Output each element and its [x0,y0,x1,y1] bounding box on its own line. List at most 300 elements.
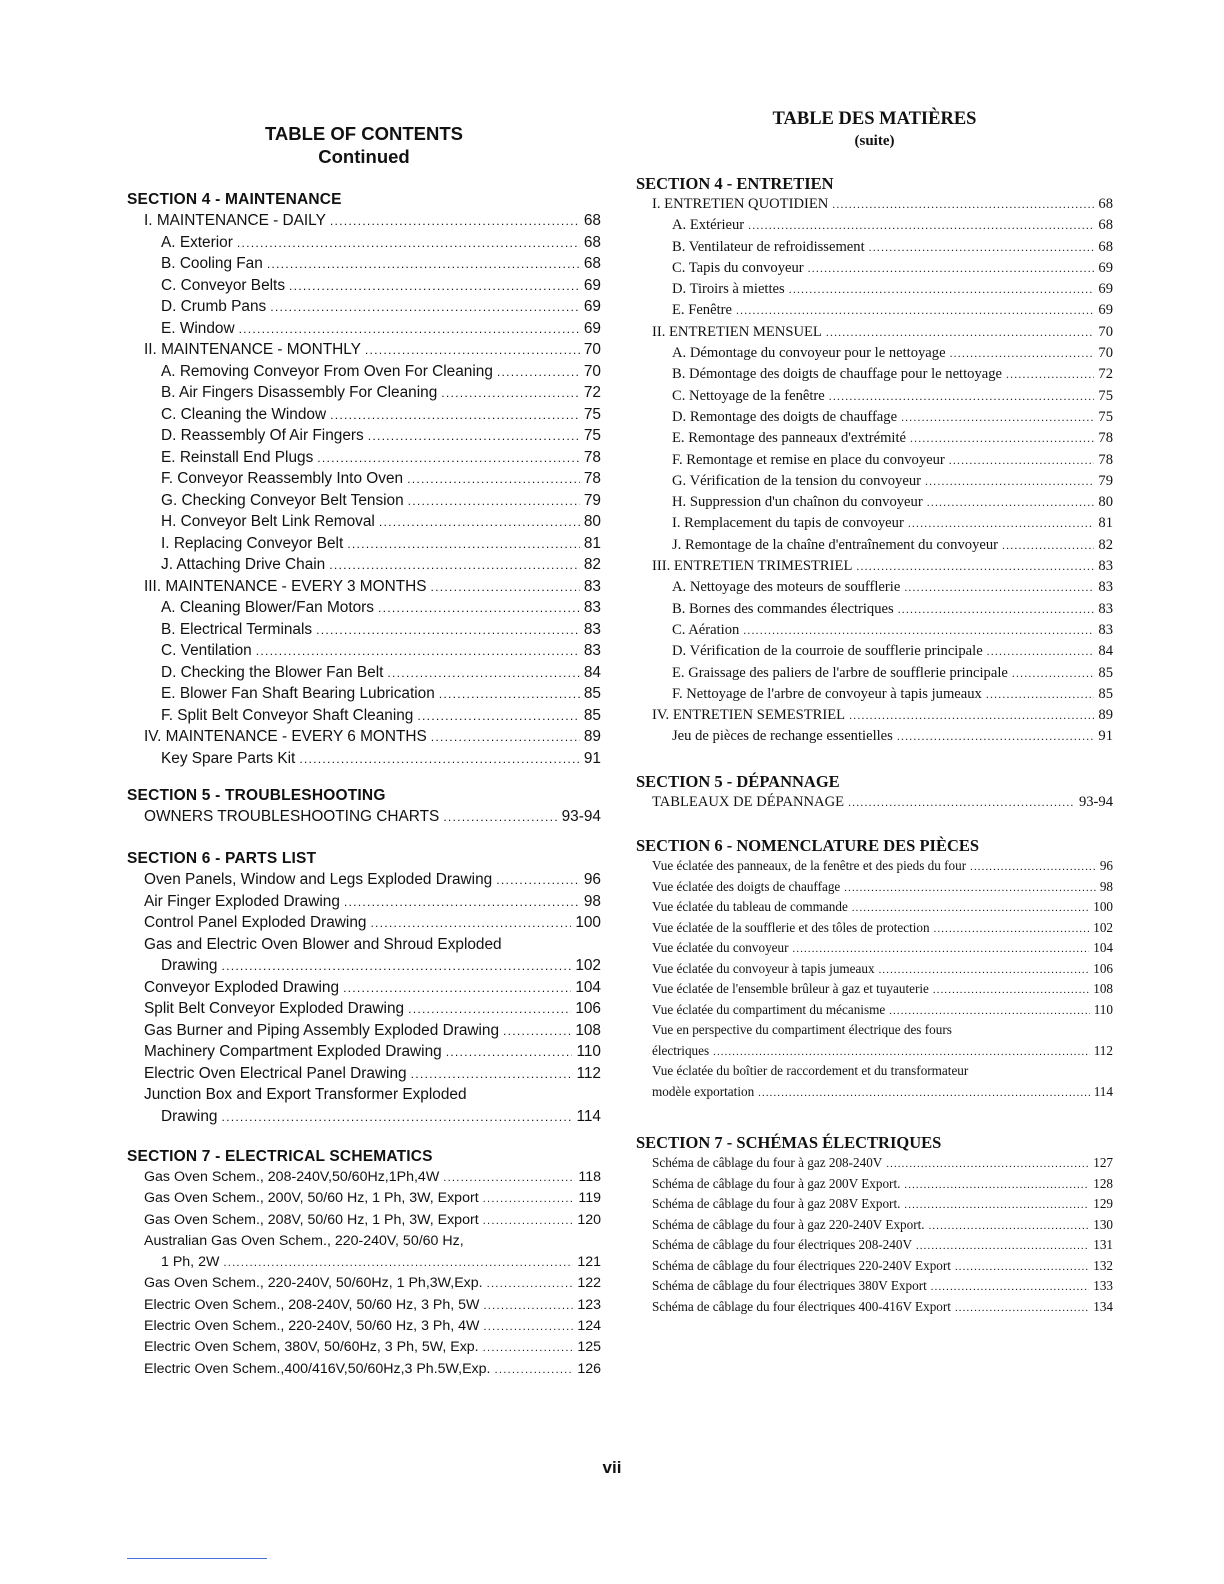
french-toc-title-block [636,108,1113,151]
toc-entry-title: F. Nettoyage de l'arbre de convoyeur à tapis jumeaux [672,685,982,702]
toc-entry-title: Vue éclatée de la soufflerie et des tôles de protection [652,919,930,935]
dot-leader [368,426,580,448]
toc-entry [127,425,601,447]
toc-entry-title: II. ENTRETIEN MENSUEL [652,323,822,340]
toc-entry-title: III. ENTRETIEN TRIMESTRIEL [652,558,853,575]
toc-entry-page: 84 [1098,643,1113,660]
toc-entry-page: 131 [1093,1237,1113,1252]
dot-leader [869,237,1095,258]
toc-entry-page: 89 [583,728,601,745]
toc-entry-title: Schéma de câblage du four électriques 380V Export [652,1278,927,1293]
toc-entry-title: H. Suppression d'un chaînon du convoyeur [672,494,923,511]
toc-entry [636,1256,1113,1277]
dot-leader [483,1317,573,1338]
toc-entry-title: Vue éclatée des panneaux, de la fenêtre et des pieds du four [652,858,967,873]
toc-entry-page: 91 [1098,728,1113,745]
dot-leader [904,1176,1089,1197]
toc-entry-page: 108 [1093,981,1113,996]
toc-entry-title: I. Replacing Conveyor Belt [161,534,344,552]
toc-entry-page: 83 [583,577,601,595]
dot-leader [223,1253,573,1274]
toc-entry-title: E. Blower Fan Shaft Bearing Lubrication [161,685,435,702]
toc-entry-page: 83 [1098,579,1113,596]
toc-entry-page: 75 [583,405,601,423]
toc-entry-title: E. Window [161,319,235,337]
toc-entry [636,918,1113,939]
dot-leader [908,513,1095,534]
toc-entry [127,806,601,828]
toc-entry-title: B. Electrical Terminals [161,620,313,638]
toc-entry-title: B. Bornes des commandes électriques [672,600,894,617]
dot-leader [970,858,1096,879]
french-section-6 [636,836,1113,1102]
dot-leader [270,297,580,319]
english-toc-title-block [127,122,601,168]
dot-leader [347,534,580,556]
toc-entry [127,275,601,297]
toc-entry-page: 80 [583,513,601,530]
toc-entry [127,977,601,999]
toc-entry-page: 93-94 [561,808,601,825]
toc-entry [636,1020,1113,1041]
toc-entry-page: 100 [1093,899,1113,914]
dot-leader [496,870,580,892]
toc-entry-page: 114 [1093,1083,1113,1099]
toc-entry-title: C. Tapis du convoyeur [672,259,804,276]
toc-entry-page: 108 [575,1021,601,1039]
toc-entry-page: 106 [575,1000,601,1017]
toc-entry-page: 82 [583,556,601,573]
english-section-6 [127,849,601,1127]
toc-entry [636,300,1113,321]
page-number: vii [602,1458,622,1477]
toc-entry-title: A. Exterior [161,233,233,251]
dot-leader [848,792,1075,813]
toc-entry [127,998,601,1020]
toc-entry [127,1084,601,1106]
section-heading: SECTION 7 - ELECTRICAL SCHEMATICS [127,1148,433,1165]
toc-entry [636,1215,1113,1236]
toc-entry [127,382,601,404]
toc-entry [636,877,1113,898]
toc-entry [636,1061,1113,1082]
section-heading: SECTION 7 - SCHÉMAS ÉLECTRIQUES [636,1133,942,1152]
toc-entry-title: Schéma de câblage du four électriques 208-240V [652,1237,912,1252]
dot-leader [483,1189,575,1210]
toc-entry-page: 70 [583,341,601,358]
dot-leader [889,1002,1090,1023]
toc-entry-title: Australian Gas Oven Schem., 220-240V, 50/60 Hz, [144,1232,464,1249]
toc-entry-title: G. Checking Conveyor Belt Tension [161,491,404,509]
dot-leader [379,512,580,534]
toc-entry [127,869,601,891]
toc-entry-page: 70 [1098,323,1113,340]
toc-entry-title: B. Ventilateur de refroidissement [672,238,865,255]
toc-entry-page: 110 [1093,1001,1113,1017]
dot-leader [849,705,1094,726]
toc-entry-title: Split Belt Conveyor Exploded Drawing [144,1000,405,1017]
dot-leader [443,807,557,829]
toc-entry [127,1167,601,1188]
toc-entry [127,1316,601,1337]
toc-entry [127,683,601,705]
toc-entry-page: 98 [1099,878,1113,894]
toc-entry [127,1063,601,1085]
dot-leader [483,1338,574,1359]
toc-entry [127,619,601,641]
toc-entry-page: 98 [583,892,601,910]
toc-entry-title: Vue en perspective du compartiment électrique des fours [652,1022,952,1037]
dot-leader [378,598,580,620]
toc-entry-page: 128 [1093,1175,1113,1191]
toc-entry [127,891,601,913]
toc-entry-page: 69 [1098,302,1113,319]
dot-leader [934,920,1090,941]
dot-leader [713,1043,1090,1064]
dot-leader [408,491,580,513]
toc-entry-page: 91 [583,749,601,767]
toc-entry [127,253,601,275]
toc-entry-page: 96 [583,871,601,888]
section-heading: SECTION 6 - NOMENCLATURE DES PIÈCES [636,836,980,855]
toc-entry [636,938,1113,959]
toc-entry-page: 130 [1093,1216,1113,1232]
toc-entry-title: A. Cleaning Blower/Fan Motors [161,599,374,616]
toc-entry-page: 102 [1093,919,1113,935]
toc-entry-page: 75 [1098,387,1113,404]
toc-entry-title: G. Vérification de la tension du convoyeur [672,472,921,489]
toc-entry-page: 104 [575,978,601,996]
toc-entry-title: Schéma de câblage du four à gaz 220-240V Export. [652,1216,925,1232]
english-section-7 [127,1147,601,1380]
dot-leader [987,641,1095,662]
toc-entry-page: 123 [577,1296,601,1313]
dot-leader [758,1084,1090,1105]
toc-entry-page: 78 [583,470,601,487]
dot-leader [487,1274,574,1295]
dot-leader [901,407,1094,428]
toc-entry-title: F. Remontage et remise en place du convoyeur [672,451,945,468]
dot-leader [483,1296,573,1317]
dot-leader [503,1021,571,1043]
dot-leader [483,1211,574,1232]
toc-entry-title: Gas Oven Schem., 208-240V,50/60Hz,1Ph,4W [144,1169,440,1185]
section-heading: SECTION 5 - DÉPANNAGE [636,772,840,791]
toc-entry [636,1082,1113,1103]
toc-entry [127,1210,601,1231]
toc-entry-title: Electric Oven Schem., 208-240V, 50/60 Hz, 3 Ph, 5W [144,1296,480,1313]
toc-entry-page: 124 [577,1318,601,1335]
toc-entry-page: 106 [1093,960,1113,976]
toc-entry [636,556,1113,577]
dot-leader [950,343,1095,364]
toc-entry [636,641,1113,662]
toc-entry-page: 112 [1093,1042,1113,1058]
toc-entry-title: Vue éclatée du boîtier de raccordement et du transformateur [652,1063,969,1078]
toc-entry [636,258,1113,279]
toc-entry-title: IV. MAINTENANCE - EVERY 6 MONTHS [144,728,427,745]
toc-entry-title: C. Conveyor Belts [161,276,286,294]
dot-leader [387,663,579,685]
dot-leader [1012,663,1095,684]
toc-entry-page: 69 [1098,259,1113,276]
toc-entry-page: 68 [583,255,601,272]
toc-entry [127,1188,601,1209]
dot-leader [330,211,580,233]
toc-entry [636,343,1113,364]
toc-entry-title: B. Démontage des doigts de chauffage pour le nettoyage [672,366,1003,383]
toc-entry-title: Vue éclatée du convoyeur à tapis jumeaux [652,960,875,976]
toc-entry [127,533,601,555]
toc-entry [127,318,601,340]
english-section-4 [127,190,601,769]
dot-leader [494,1360,573,1381]
toc-entry [636,620,1113,641]
dot-leader [789,279,1095,300]
toc-entry [636,386,1113,407]
toc-entry [127,1106,601,1128]
dot-leader [317,448,580,470]
toc-entry-page: 83 [1098,600,1113,617]
toc-entry-title: TABLEAUX DE DÉPANNAGE [652,794,845,810]
dot-leader [916,1237,1089,1258]
toc-entry-page: 110 [576,1043,601,1060]
toc-entry [127,511,601,533]
dot-leader [256,641,580,663]
toc-entry-title: Electric Oven Electrical Panel Drawing [144,1064,407,1082]
dot-leader [925,471,1094,492]
toc-entry-title: A. Removing Conveyor From Oven For Cleaning [161,362,493,380]
dot-leader [793,940,1090,961]
section-heading: SECTION 6 - PARTS LIST [127,850,317,867]
dot-leader [986,684,1095,705]
toc-entry-title: B. Air Fingers Disassembly For Cleaning [161,384,438,401]
toc-entry-page: 102 [575,957,601,974]
toc-entry-title: Vue éclatée du convoyeur [652,940,789,955]
toc-entry-page: 127 [1093,1155,1113,1170]
toc-entry-page: 79 [1098,472,1113,489]
toc-entry-page: 70 [1098,345,1113,362]
dot-leader [299,749,580,771]
section-heading: SECTION 4 - MAINTENANCE [127,191,342,208]
dot-leader [832,194,1094,215]
toc-entry-title: Schéma de câblage du four électriques 220-240V Export [652,1257,951,1273]
toc-entry-title: Schéma de câblage du four à gaz 208-240V [652,1155,883,1170]
toc-entry-page: 83 [1098,621,1113,638]
toc-entry [636,322,1113,343]
dot-leader [931,1278,1089,1299]
dot-leader [897,726,1095,747]
toc-entry [636,194,1113,215]
toc-entry [127,1231,601,1252]
dot-leader [431,577,580,599]
toc-entry [636,705,1113,726]
dot-leader [879,961,1090,982]
toc-entry-title: Junction Box and Export Transformer Exploded [144,1086,467,1103]
toc-entry [636,364,1113,385]
toc-entry-title: Drawing [161,957,218,974]
toc-entry-title: électriques [652,1042,710,1058]
toc-entry [127,934,601,956]
toc-entry [127,404,601,426]
toc-entry-title: Schéma de câblage du four électriques 400-416V Export [652,1298,951,1314]
dot-leader [411,1064,573,1086]
dot-leader [949,450,1095,471]
toc-entry-page: 78 [583,448,601,466]
toc-entry-page: 68 [583,212,601,229]
toc-entry-title: Electric Oven Schem, 380V, 50/60Hz, 3 Ph, 5W, Exp. [144,1339,479,1356]
toc-entry [127,912,601,934]
toc-entry [127,296,601,318]
toc-entry-title: F. Conveyor Reassembly Into Oven [161,470,404,487]
dot-leader [370,913,571,935]
toc-entry [127,955,601,977]
dot-leader [316,620,580,642]
toc-entry-title: Gas Oven Schem., 220-240V, 50/60Hz, 1 Ph,3W,Exp. [144,1275,483,1292]
toc-entry-title: Electric Oven Schem., 220-240V, 50/60 Hz, 3 Ph, 4W [144,1318,480,1335]
toc-entry-page: 84 [583,663,601,681]
dot-leader [910,428,1094,449]
toc-entry-title: Gas Oven Schem., 208V, 50/60 Hz, 1 Ph, 3W, Export [144,1211,479,1228]
toc-entry [636,663,1113,684]
toc-entry [636,1297,1113,1318]
dot-leader [329,555,580,577]
toc-entry [636,513,1113,534]
toc-entry [636,215,1113,236]
dot-leader [904,1196,1089,1217]
toc-entry-page: 83 [1098,558,1113,575]
toc-entry-title: Schéma de câblage du four à gaz 208V Export. [652,1196,901,1211]
toc-entry-title: Control Panel Exploded Drawing [144,914,367,931]
toc-entry-page: 132 [1093,1257,1113,1273]
dot-leader [898,599,1095,620]
toc-entry-title: C. Nettoyage de la fenêtre [672,387,825,404]
dot-leader [929,1217,1090,1238]
toc-entry-page: 96 [1099,858,1113,873]
toc-entry [127,705,601,727]
toc-entry [636,407,1113,428]
toc-entry-page: 125 [577,1339,601,1356]
dot-leader [955,1258,1089,1279]
dot-leader [826,322,1095,343]
french-toc-title: TABLE DES MATIÈRES [772,109,977,129]
toc-entry-title: Machinery Compartment Exploded Drawing [144,1043,442,1060]
toc-entry-title: F. Split Belt Conveyor Shaft Cleaning [161,706,414,724]
toc-entry-title: I. Remplacement du tapis de convoyeur [672,515,904,532]
toc-entry-title: Vue éclatée des doigts de chauffage [652,878,841,894]
dot-leader [927,492,1095,513]
toc-entry-page: 89 [1098,707,1113,724]
toc-entry-page: 112 [576,1064,601,1082]
dot-leader [955,1299,1089,1320]
toc-entry-page: 75 [583,427,601,444]
toc-entry-page: 83 [583,599,601,616]
toc-entry-page: 85 [1098,685,1113,702]
dot-leader [736,300,1094,321]
toc-entry [636,897,1113,918]
toc-entry [636,535,1113,556]
toc-entry [127,576,601,598]
english-section-5 [127,786,601,828]
toc-entry-title: modèle exportation [652,1083,755,1099]
toc-entry-title: D. Reassembly Of Air Fingers [161,427,364,444]
toc-entry [127,1359,601,1380]
toc-entry-page: 68 [1098,238,1113,255]
toc-entry [127,468,601,490]
toc-entry [127,554,601,576]
toc-entry-title: I. MAINTENANCE - DAILY [144,212,326,229]
toc-entry [636,577,1113,598]
toc-entry-title: J. Attaching Drive Chain [161,556,326,573]
toc-entry [127,490,601,512]
toc-entry-title: Schéma de câblage du four à gaz 200V Export. [652,1175,901,1191]
dot-leader [221,956,571,978]
toc-entry [636,959,1113,980]
toc-entry-title: D. Checking the Blower Fan Belt [161,663,384,681]
toc-entry-page: 83 [583,642,601,659]
toc-entry [636,1041,1113,1062]
toc-entry-title: Gas and Electric Oven Blower and Shroud Exploded [144,935,502,953]
toc-entry-title: Gas Burner and Piping Assembly Exploded Drawing [144,1021,500,1039]
toc-entry [636,599,1113,620]
toc-entry-page: 93-94 [1078,794,1113,810]
dot-leader [1002,535,1094,556]
toc-entry [127,339,601,361]
toc-entry-title: Air Finger Exploded Drawing [144,892,340,910]
toc-entry-title: Gas Oven Schem., 200V, 50/60 Hz, 1 Ph, 3W, Export [144,1190,479,1207]
toc-entry-title: E. Graissage des paliers de l'arbre de soufflerie principale [672,664,1008,681]
toc-entry-page: 68 [583,233,601,251]
footer-rule [127,1558,267,1559]
toc-entry [636,1174,1113,1195]
toc-entry-title: B. Cooling Fan [161,255,263,272]
toc-entry-page: 114 [576,1107,601,1125]
english-toc-title: TABLE OF CONTENTS [264,123,463,144]
toc-entry-title: 1 Ph, 2W [161,1254,220,1271]
toc-entry [636,450,1113,471]
toc-entry [636,237,1113,258]
toc-entry-title: II. MAINTENANCE - MONTHLY [144,341,361,358]
toc-entry-page: 78 [1098,430,1113,447]
toc-entry-page: 75 [1098,408,1113,425]
toc-entry-title: C. Aération [672,621,740,638]
dot-leader [221,1107,572,1129]
toc-entry [127,748,601,770]
toc-entry [127,232,601,254]
toc-entry [636,279,1113,300]
toc-entry-page: 69 [1098,281,1113,298]
dot-leader [886,1155,1089,1176]
toc-entry-title: Jeu de pièces de rechange essentielles [672,728,893,745]
toc-entry-page: 83 [583,620,601,638]
dot-leader [344,892,580,914]
toc-entry [127,662,601,684]
toc-entry-title: D. Vérification de la courroie de soufflerie principale [672,643,983,660]
toc-entry-title: IV. ENTRETIEN SEMESTRIEL [652,707,846,724]
toc-entry-page: 70 [583,362,601,380]
toc-entry-title: III. MAINTENANCE - EVERY 3 MONTHS [144,577,427,595]
section-heading: SECTION 4 - ENTRETIEN [636,174,834,193]
toc-entry-page: 78 [1098,451,1113,468]
toc-entry-title: Vue éclatée du tableau de commande [652,899,848,914]
toc-entry-title: Key Spare Parts Kit [161,749,296,767]
toc-entry-title: A. Démontage du convoyeur pour le nettoyage [672,345,946,362]
toc-entry [636,1276,1113,1297]
toc-entry [127,1337,601,1358]
toc-entry-page: 81 [1098,515,1113,532]
dot-leader [446,1042,573,1064]
toc-entry [636,979,1113,1000]
